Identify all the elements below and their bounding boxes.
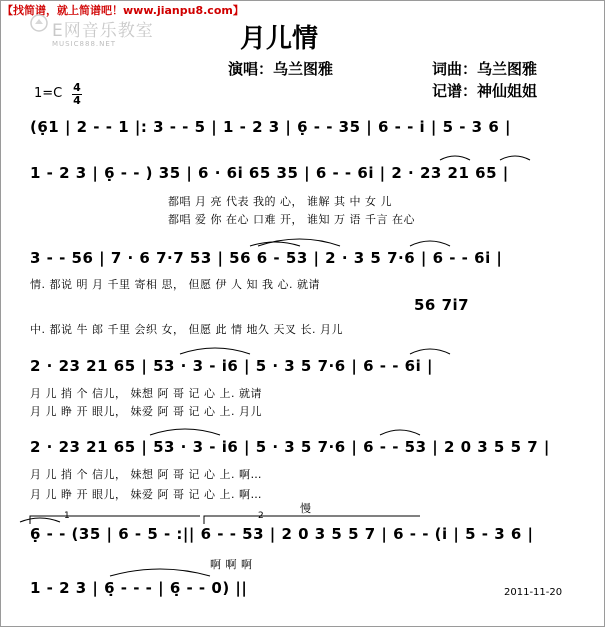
lyric-line-3: 情. 都说 明 月 千里 寄相 思， 但愿 伊 人 知 我 心. 就请 — [30, 278, 320, 291]
slur-3 — [500, 156, 530, 160]
time-signature-bottom: 4 — [73, 94, 81, 107]
slur-8 — [150, 429, 220, 435]
volta-2-line — [204, 516, 420, 524]
slur-10 — [110, 569, 210, 576]
volta-1-label: 1 — [64, 511, 71, 521]
slow-mark: 慢 — [300, 502, 312, 515]
notation-line-3: 3 - - 56 | 7 · 6 7·7 53 | 56 6 - 53 | 2 · 3 5 7·6 | 6 - - 6i | — [30, 249, 503, 267]
slur-6 — [180, 348, 250, 354]
notation-line-1: (6̣1 | 2 - - 1 |: 3 - - 5 | 1 - 2 3 | 6̣ - - 35 | 6 - - i | 5 - 3 6 | — [30, 118, 511, 136]
lyric-line-1: 都唱 月 亮 代表 我的 心， 谁解 其 中 女 儿 — [168, 195, 392, 208]
slur-9 — [380, 430, 420, 435]
slur-2 — [440, 156, 470, 160]
watermark-url: MUSIC888.NET — [52, 40, 117, 48]
notation-line-2: 1 - 2 3 | 6̣ - - ) 35 | 6 · 6i 65 35 | 6 - - 6i | 2 · 23 21 65 | — [30, 164, 509, 182]
lyric-line-6: 月 儿 睁 开 眼儿， 妹爱 阿 哥 记 心 上. 月儿 — [30, 405, 262, 418]
transcriber-credit: 记谱：神仙姐姐 — [432, 82, 538, 100]
lyric-line-9: 啊 啊 啊 — [210, 558, 253, 571]
lyric-line-8: 月 儿 睁 开 眼儿， 妹爱 阿 哥 记 心 上. 啊… — [30, 488, 262, 501]
lyric-line-2: 都唱 爱 你 在心 口难 开， 谁知 万 语 千言 在心 — [168, 213, 415, 226]
alt-passage: 56 7i7 — [414, 296, 470, 314]
slur-4 — [258, 239, 340, 246]
date-stamp: 2011-11-20 — [504, 587, 563, 598]
lyric-line-7: 月 儿 捎 个 信儿， 妹想 阿 哥 记 心 上. 啊… — [30, 468, 262, 481]
time-signature-top: 4 — [73, 81, 81, 94]
site-banner[interactable]: 【找简谱，就上简谱吧！www.jianpu8.com】 — [2, 4, 244, 17]
singer-credit: 演唱：乌兰图雅 — [228, 60, 334, 78]
notation-line-7: 1 - 2 3 | 6̣ - - - | 6̣ - - 0) || — [30, 579, 248, 597]
slur-1 — [250, 242, 300, 246]
watermark-name: E网音乐教室 — [52, 21, 154, 41]
notation-line-5: 2 · 23 21 65 | 53 · 3 - i6 | 5 · 3 5 7·6 | 6 - - 53 | 2 0 3 5 5 7 | — [30, 438, 550, 456]
slur-7 — [410, 349, 450, 354]
song-title: 月儿情 — [240, 24, 319, 54]
notation-line-4: 2 · 23 21 65 | 53 · 3 - i6 | 5 · 3 5 7·6 | 6 - - 6i | — [30, 357, 433, 375]
composer-credit: 词曲：乌兰图雅 — [432, 60, 538, 78]
lyric-line-4: 中. 都说 牛 郎 千里 会织 女， 但愿 此 情 地久 天叉 长. 月儿 — [30, 323, 343, 336]
key-signature: 1=C — [34, 86, 63, 101]
slur-11 — [20, 518, 60, 522]
lyric-line-5: 月 儿 捎 个 信儿， 妹想 阿 哥 记 心 上. 就请 — [30, 387, 262, 400]
slur-5 — [410, 241, 450, 246]
volta-2-label: 2 — [258, 511, 265, 521]
notation-line-6: 6̣ - - (35 | 6 - 5 - :|| 6 - - 53 | 2 0 3 5 5 7 | 6 - - (i | 5 - 3 6 | — [30, 525, 534, 543]
